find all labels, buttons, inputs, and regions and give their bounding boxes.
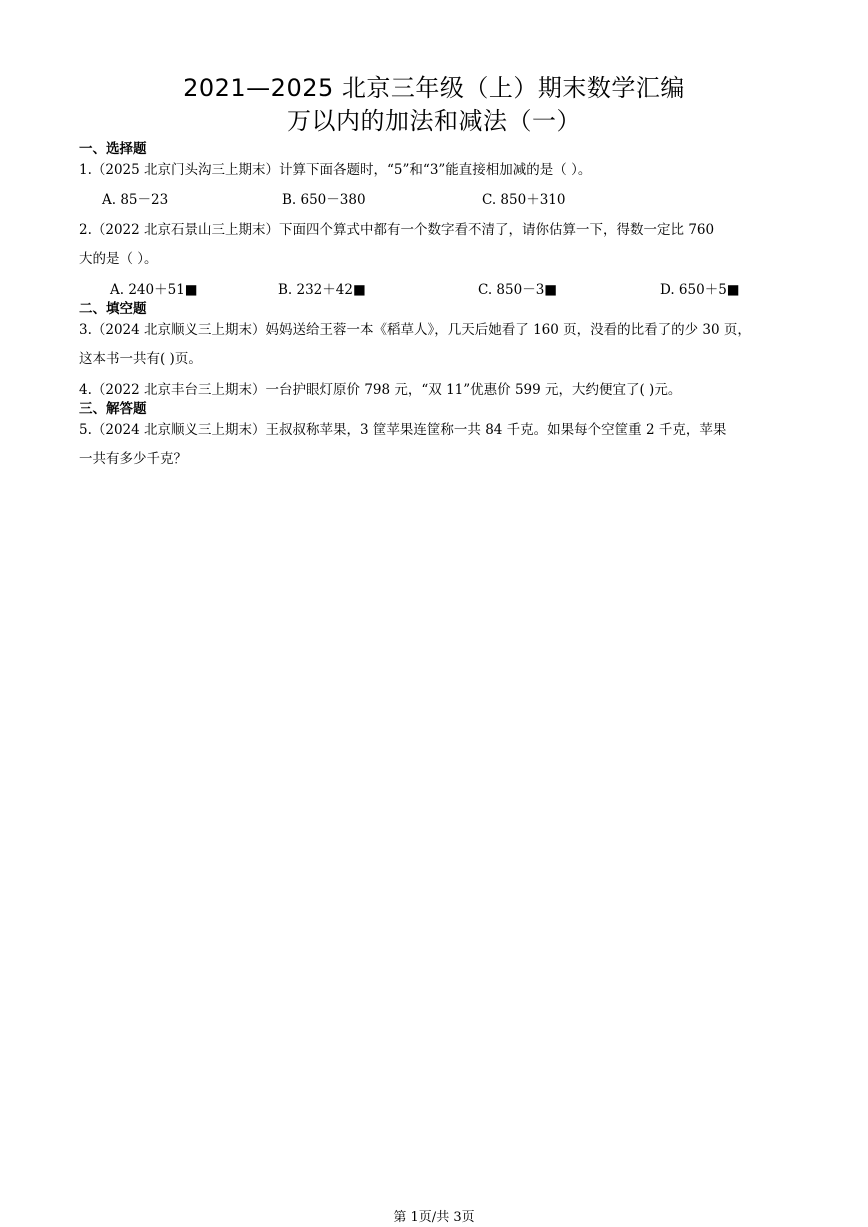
question-2-text-cont: 大的是（ ）。 — [79, 251, 158, 267]
question-4-text: 4.（2022 北京丰台三上期末）一台护眼灯原价 798 元，“双 11”优惠价 599 元，大约便宜了( )元。 — [79, 382, 682, 398]
document-title: 2021—2025 北京三年级（上）期末数学汇编 — [183, 74, 685, 102]
section-heading-answer: 三、解答题 — [79, 401, 147, 417]
question-1-option-b: B. 650－380 — [282, 192, 366, 208]
document-subtitle: 万以内的加法和减法（一） — [287, 107, 581, 135]
question-3-text-cont: 这本书一共有( )页。 — [79, 351, 202, 367]
page-number: 第 1页/共 3页 — [393, 1210, 475, 1225]
question-1-option-c: C. 850＋310 — [482, 192, 566, 208]
question-2-option-c: C. 850－3■ — [478, 282, 558, 298]
question-5-text: 5.（2024 北京顺义三上期末）王叔叔称苹果，3 筐苹果连筐称一共 84 千克。如果每个空筐重 2 千克，苹果 — [79, 422, 727, 438]
section-heading-choice: 一、选择题 — [79, 141, 147, 157]
question-2-option-d: D. 650＋5■ — [660, 282, 740, 298]
question-1-text: 1.（2025 北京门头沟三上期末）计算下面各题时，“5”和“3”能直接相加减的是（ ）。 — [79, 162, 592, 178]
question-3-text: 3.（2024 北京顺义三上期末）妈妈送给王蓉一本《稻草人》，几天后她看了 160 页，没看的比看了的少 30 页， — [79, 322, 751, 338]
question-2-text: 2.（2022 北京石景山三上期末）下面四个算式中都有一个数字看不清了，请你估算一下，得数一定比 760 — [79, 222, 715, 238]
question-1-option-a: A. 85－23 — [102, 192, 169, 208]
section-heading-fill: 二、填空题 — [79, 301, 147, 317]
question-5-text-cont: 一共有多少千克？ — [79, 451, 187, 467]
question-2-option-b: B. 232＋42■ — [278, 282, 366, 298]
question-2-option-a: A. 240＋51■ — [110, 282, 198, 298]
